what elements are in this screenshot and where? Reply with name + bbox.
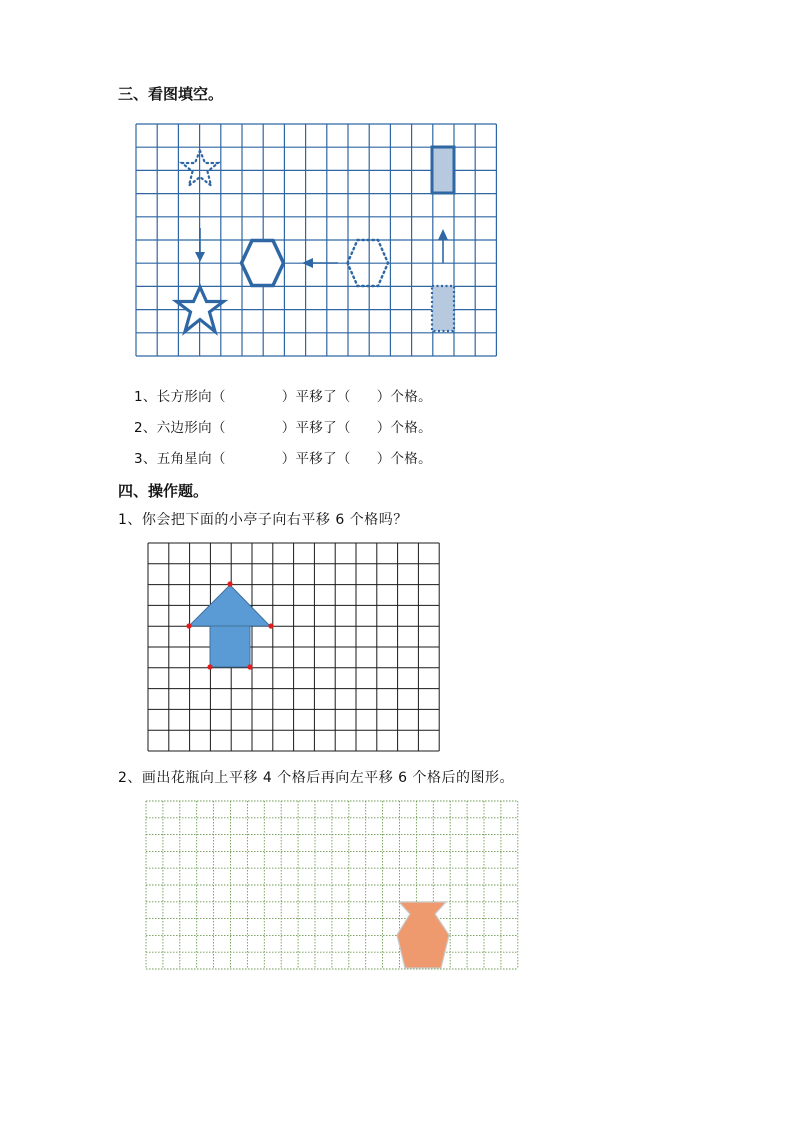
task-2-text: 2、画出花瓶向上平移 4 个格后再向左平移 6 个格后的图形。: [118, 770, 515, 786]
question-3-suffix: ）个格。: [376, 451, 432, 467]
question-3-middle: ）平移了（: [281, 451, 351, 467]
green-grid-lines: [146, 801, 518, 969]
section-3-heading: 三、看图填空。: [118, 85, 224, 103]
question-2-suffix: ）个格。: [376, 420, 432, 436]
question-1-suffix: ）个格。: [376, 389, 432, 405]
question-3-prefix: 3、五角星向（: [134, 451, 226, 467]
task-1-text: 1、你会把下面的小亭子向右平移 6 个格吗？: [118, 512, 408, 528]
question-2-prefix: 2、六边形向（: [134, 420, 226, 436]
question-1-prefix: 1、长方形向（: [134, 389, 226, 405]
vase-shape: [397, 902, 449, 968]
question-2-middle: ）平移了（: [281, 420, 351, 436]
question-1-middle: ）平移了（: [281, 389, 351, 405]
section-4-heading: 四、操作题。: [118, 482, 209, 500]
